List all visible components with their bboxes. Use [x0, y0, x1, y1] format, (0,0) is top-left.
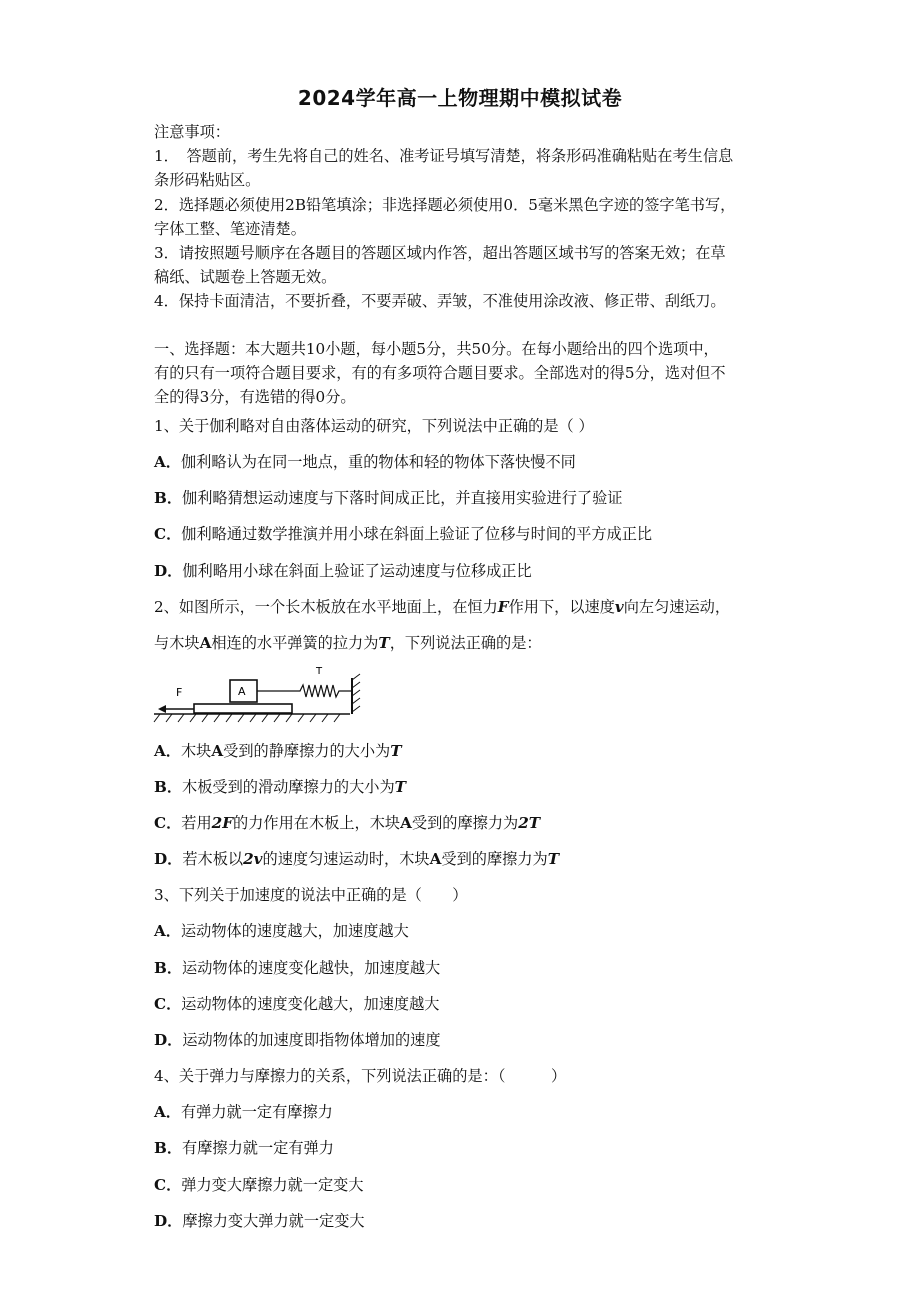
var-2t: 2T [518, 814, 541, 832]
label-a: A [238, 685, 246, 698]
arrowhead-icon [158, 705, 166, 713]
option-text: 运动物体的速度越大，加速度越大 [180, 922, 409, 940]
var-v: v [614, 598, 624, 616]
spring [257, 685, 352, 697]
notice-line: 4．保持卡面清洁，不要折叠，不要弄破、弄皱，不准使用涂改液、修正带、刮纸刀。 [154, 292, 726, 310]
q2-option-b [154, 777, 406, 797]
block-a-label: A [211, 742, 224, 760]
q4-option-b [154, 1138, 334, 1158]
notice-heading: 注意事项： [154, 123, 230, 141]
stem-text: 作用下，以速度 [508, 598, 615, 616]
stem-text: 向左匀速运动， [623, 598, 731, 616]
option-text: 弹力变大摩擦力就一定变大 [181, 1176, 364, 1194]
stem-text: ，下列说法正确的是： [389, 634, 542, 652]
option-label: B． [154, 489, 183, 507]
q2-option-c [154, 813, 540, 833]
var-t: T [547, 850, 559, 868]
q3-option-a [154, 921, 409, 941]
question-1-stem: 1、关于伽利略对自由落体运动的研究，下列说法中正确的是（ ） [154, 417, 594, 435]
option-text: 伽利略猜想运动速度与下落时间成正比，并直接用实验进行了验证 [182, 489, 623, 507]
q1-option-b [154, 488, 622, 508]
option-text: 摩擦力变大弹力就一定变大 [182, 1212, 365, 1230]
option-label: B． [154, 1139, 183, 1157]
option-label: C． [154, 814, 182, 832]
option-label: B． [154, 778, 183, 796]
section-line: 有的只有一项符合题目要求，有的有多项符合题目要求。全部选对的得5分，选对但不 [154, 364, 726, 382]
option-text: 有弹力就一定有摩擦力 [180, 1103, 333, 1121]
q1-option-c [154, 524, 652, 544]
q2-option-a [154, 741, 402, 761]
q4-option-d [154, 1211, 365, 1231]
var-f: F [497, 598, 509, 616]
option-label: D． [154, 1031, 183, 1049]
q4-option-c [154, 1175, 364, 1195]
option-text: 木块 [180, 742, 212, 760]
option-text: 若用 [181, 814, 212, 832]
var-t: T [390, 742, 402, 760]
option-text: 运动物体的速度变化越大，加速度越大 [181, 995, 440, 1013]
notice-line: 稿纸、试题卷上答题无效。 [154, 268, 337, 286]
wall-hatching [352, 674, 360, 712]
option-label: C． [154, 995, 182, 1013]
stem-text: 与木块 [154, 634, 200, 652]
section-line: 一、选择题：本大题共10小题，每小题5分，共50分。在每小题给出的四个选项中， [154, 340, 719, 358]
question-2-stem-line2 [154, 633, 542, 653]
section-line: 全的得3分，有选错的得0分。 [154, 388, 356, 406]
option-label: A． [154, 1103, 181, 1121]
stem-text: 2、如图所示，一个长木板放在水平地面上，在恒力 [154, 598, 498, 616]
option-text: 伽利略用小球在斜面上验证了运动速度与位移成正比 [182, 562, 532, 580]
board-spring-diagram [150, 660, 370, 728]
notice-line: 2．选择题必须使用2B铅笔填涂；非选择题必须使用0．5毫米黑色字迹的签字笔书写， [154, 196, 736, 214]
block-a-label: A [400, 814, 412, 832]
notice-line: 1． 答题前，考生先将自己的姓名、准考证号填写清楚，将条形码准确粘贴在考生信息 [154, 147, 734, 165]
label-t: T [316, 666, 323, 677]
long-board [194, 704, 292, 713]
q4-option-a [154, 1102, 333, 1122]
option-label: D． [154, 850, 183, 868]
option-label: A． [154, 453, 181, 471]
var-t: T [394, 778, 406, 796]
question-2-stem [154, 597, 730, 617]
stem-text: 相连的水平弹簧的拉力为 [211, 634, 379, 652]
option-label: D． [154, 1212, 183, 1230]
option-text: 有摩擦力就一定有弹力 [182, 1139, 334, 1157]
option-label: B． [154, 959, 183, 977]
option-text: 若木板以 [182, 850, 244, 868]
notice-line: 条形码粘贴区。 [154, 171, 261, 189]
block-a-label: A [429, 850, 442, 868]
option-label: D． [154, 562, 183, 580]
var-t: T [378, 634, 390, 652]
q1-option-a [154, 452, 576, 472]
option-text: 受到的静摩擦力的大小为 [223, 742, 391, 760]
option-text: 木板受到的滑动摩擦力的大小为 [182, 778, 395, 796]
option-text: 受到的摩擦力为 [411, 814, 519, 832]
page-title: 2024学年高一上物理期中模拟试卷 [297, 86, 623, 110]
notice-line: 3．请按照题号顺序在各题目的答题区域内作答，超出答题区域书写的答案无效；在草 [154, 244, 726, 262]
label-f: F [176, 686, 183, 699]
option-label: A． [154, 922, 181, 940]
option-text: 伽利略通过数学推演并用小球在斜面上验证了位移与时间的平方成正比 [181, 525, 653, 543]
question-3-stem: 3、下列关于加速度的说法中正确的是（ ） [154, 886, 468, 904]
option-label: C． [154, 1176, 182, 1194]
notice-line: 字体工整、笔迹清楚。 [154, 220, 306, 238]
option-text: 受到的摩擦力为 [441, 850, 548, 868]
option-label: A． [154, 742, 181, 760]
q2-option-d [154, 849, 559, 869]
q1-option-d [154, 561, 532, 581]
var-2f: 2F [211, 814, 234, 832]
q3-option-c [154, 994, 439, 1014]
var-2v: 2v [243, 850, 263, 868]
q3-option-d [154, 1030, 441, 1050]
option-text: 的力作用在木板上，木块 [233, 814, 401, 832]
q3-option-b [154, 958, 440, 978]
ground-hatching [154, 714, 340, 722]
block-a-label: A [199, 634, 212, 652]
option-text: 的速度匀速运动时，木块 [262, 850, 430, 868]
question-4-stem: 4、关于弹力与摩擦力的关系，下列说法正确的是：（ ） [154, 1067, 567, 1085]
option-label: C． [154, 525, 182, 543]
option-text: 运动物体的加速度即指物体增加的速度 [182, 1031, 441, 1049]
option-text: 运动物体的速度变化越快，加速度越大 [182, 959, 441, 977]
option-text: 伽利略认为在同一地点，重的物体和轻的物体下落快慢不同 [180, 453, 576, 471]
